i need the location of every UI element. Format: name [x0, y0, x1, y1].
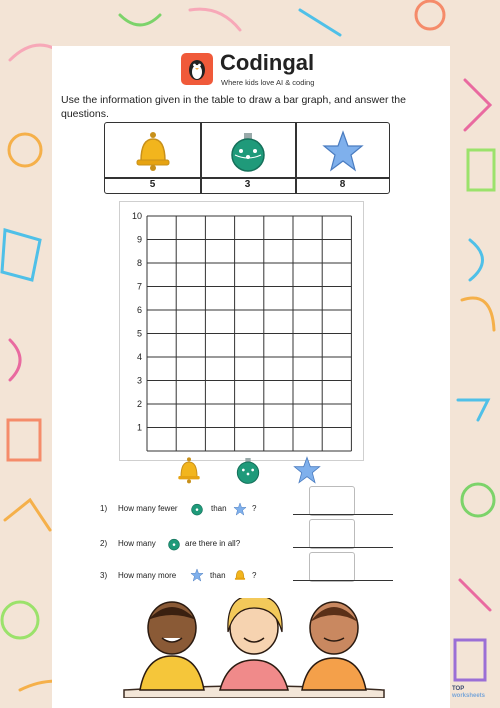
brand-name: Codingal	[220, 50, 315, 75]
kid-middle	[220, 598, 288, 690]
ornament-icon	[167, 537, 181, 551]
question-text: ?	[252, 504, 257, 513]
question-text: ?	[252, 571, 257, 580]
y-tick-label: 2	[136, 399, 142, 409]
kid-right	[302, 602, 366, 690]
y-tick-label: 9	[136, 234, 142, 245]
codingal-logo-icon	[181, 53, 213, 85]
star-icon	[190, 568, 204, 582]
table-count-ornament: 3	[244, 179, 251, 190]
question-text: are there in all?	[185, 539, 241, 548]
question-number: 1)	[100, 504, 108, 513]
bar-graph-grid	[119, 201, 364, 461]
answer-line-2	[293, 547, 393, 548]
top-worksheets-watermark	[452, 686, 485, 700]
watermark-line-1: TOP	[452, 686, 465, 692]
question-text: than	[210, 571, 226, 580]
y-tick-label: 3	[136, 375, 142, 386]
y-tick-label: 8	[136, 258, 142, 268]
y-tick-label: 10	[131, 211, 142, 221]
x-axis-star-icon	[293, 455, 321, 485]
brand-tagline: Where kids love AI & coding	[221, 78, 315, 87]
ornament-icon	[190, 502, 204, 516]
bell-icon	[132, 129, 174, 173]
watermark-line-2: worksheets	[452, 693, 486, 699]
question-number: 3)	[100, 571, 108, 580]
question-number: 2)	[100, 539, 108, 548]
question-text: than	[211, 504, 227, 513]
answer-line-1	[293, 514, 393, 515]
table-count-star: 8	[339, 179, 346, 190]
question-text: How many fewer	[118, 504, 178, 513]
y-tick-label: 5	[136, 328, 142, 339]
grid-svg	[120, 202, 363, 460]
table-count-bell: 5	[149, 179, 156, 190]
answer-line-3	[293, 580, 393, 581]
x-axis-bell-icon	[175, 455, 203, 485]
question-text: How many	[118, 539, 156, 548]
question-text: How many more	[118, 571, 177, 580]
instructions-text: Use the information given in the table to draw a bar graph, and answer the questions.	[61, 94, 406, 120]
y-tick-label: 6	[136, 305, 142, 315]
star-icon	[233, 502, 247, 516]
star-icon	[322, 129, 364, 173]
ornament-icon	[227, 129, 269, 173]
y-tick-label: 4	[136, 352, 142, 362]
bell-icon	[233, 568, 247, 582]
y-tick-label: 7	[136, 281, 142, 292]
y-tick-label: 1	[136, 422, 142, 433]
data-table	[104, 122, 390, 194]
answer-box-2[interactable]	[309, 519, 355, 549]
answer-box-3[interactable]	[309, 552, 355, 582]
kids-illustration	[120, 598, 388, 698]
answer-box-1[interactable]	[309, 486, 355, 516]
x-axis-ornament-icon	[234, 455, 262, 485]
kid-left	[140, 602, 204, 690]
